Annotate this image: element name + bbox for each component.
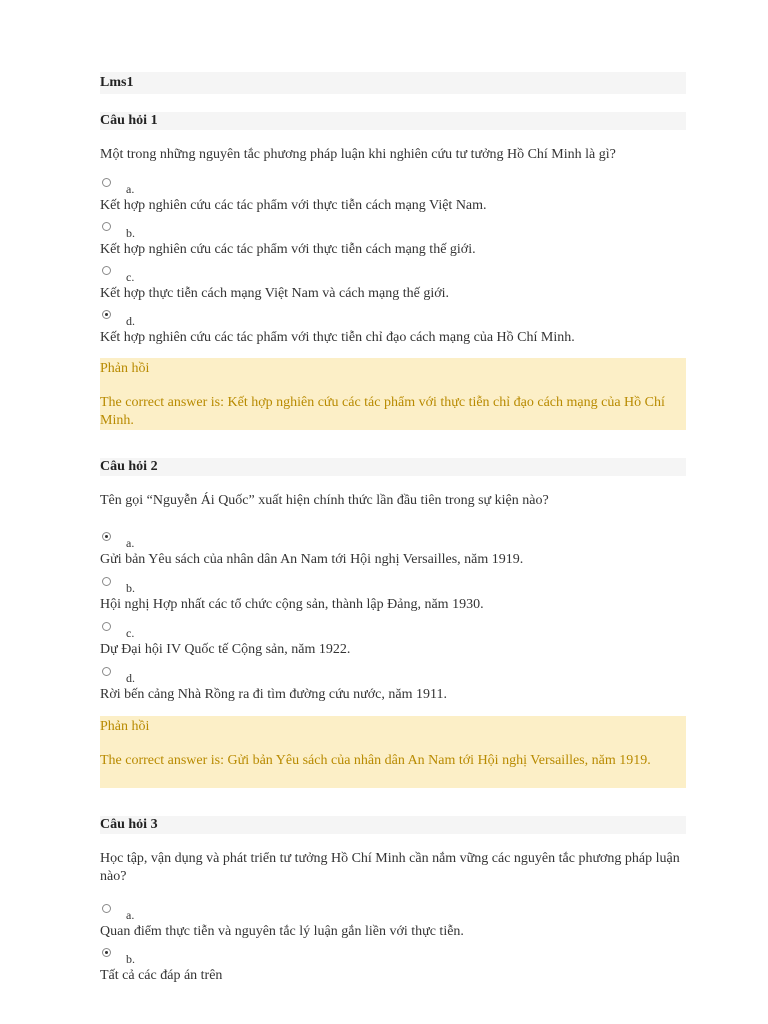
option-text: Quan điểm thực tiễn và nguyên tắc lý luận gắn liền với thực tiễn. (100, 924, 464, 939)
question-3 (100, 816, 686, 990)
option-letter: c. (126, 270, 135, 284)
option-letter: b. (126, 226, 135, 240)
radio-button-icon[interactable] (102, 266, 111, 275)
option-text: Tất cả các đáp án trên (100, 968, 223, 983)
option-letter: d. (126, 314, 135, 328)
answer-option-b[interactable] (100, 946, 686, 990)
question-header: Câu hỏi 2 (100, 458, 686, 476)
option-letter: d. (126, 671, 135, 685)
option-letter: b. (126, 952, 135, 966)
feedback-box (100, 358, 686, 430)
option-letter: b. (126, 581, 135, 595)
answer-option-a[interactable] (100, 176, 686, 220)
question-text: Học tập, vận dụng và phát triển tư tưởng Hồ Chí Minh cần nắm vững các nguyên tắc phương pháp luận nào? (100, 851, 680, 884)
answer-option-b[interactable] (100, 220, 686, 264)
document-title: Lms1 (100, 72, 686, 94)
radio-button-icon[interactable] (102, 178, 111, 187)
option-text: Kết hợp thực tiễn cách mạng Việt Nam và cách mạng thế giới. (100, 286, 450, 301)
correct-answer-text: The correct answer is: Kết hợp nghiên cứu các tác phẩm với thực tiễn chỉ đạo cách mạng của Hồ Chí Minh. (100, 395, 665, 428)
quiz-review-page (100, 72, 686, 990)
question-text: Một trong những nguyên tắc phương pháp luận khi nghiên cứu tư tưởng Hồ Chí Minh là gì? (100, 147, 616, 162)
answer-options (100, 176, 686, 352)
answer-option-c[interactable] (100, 620, 686, 665)
answer-option-d[interactable] (100, 308, 686, 352)
option-text: Dự Đại hội IV Quốc tế Cộng sản, năm 1922. (100, 642, 351, 657)
question-1 (100, 112, 686, 430)
radio-button-checked-icon[interactable] (102, 532, 111, 541)
feedback-box (100, 716, 686, 788)
option-text: Gửi bản Yêu sách của nhân dân An Nam tới Hội nghị Versailles, năm 1919. (100, 552, 524, 567)
radio-button-icon[interactable] (102, 577, 111, 586)
question-text: Tên gọi “Nguyễn Ái Quốc” xuất hiện chính thức lần đầu tiên trong sự kiện nào? (100, 493, 549, 508)
option-text: Hội nghị Hợp nhất các tổ chức cộng sản, thành lập Đảng, năm 1930. (100, 597, 484, 612)
correct-answer-text: The correct answer is: Gửi bản Yêu sách của nhân dân An Nam tới Hội nghị Versailles, năm 1919. (100, 753, 651, 768)
option-text: Kết hợp nghiên cứu các tác phẩm với thực tiễn chỉ đạo cách mạng của Hồ Chí Minh. (100, 330, 575, 345)
answer-option-a[interactable] (100, 530, 686, 575)
feedback-label: Phản hồi (100, 719, 150, 734)
answer-option-b[interactable] (100, 575, 686, 620)
answer-option-d[interactable] (100, 665, 686, 710)
question-2 (100, 458, 686, 788)
radio-button-icon[interactable] (102, 667, 111, 676)
option-text: Rời bến cảng Nhà Rồng ra đi tìm đường cứu nước, năm 1911. (100, 687, 447, 702)
question-header: Câu hỏi 1 (100, 112, 686, 130)
option-text: Kết hợp nghiên cứu các tác phẩm với thực tiễn cách mạng Việt Nam. (100, 198, 487, 213)
radio-button-checked-icon[interactable] (102, 310, 111, 319)
option-letter: c. (126, 626, 135, 640)
option-letter: a. (126, 536, 135, 550)
option-text: Kết hợp nghiên cứu các tác phẩm với thực tiễn cách mạng thế giới. (100, 242, 476, 257)
answer-options (100, 902, 686, 990)
radio-button-checked-icon[interactable] (102, 948, 111, 957)
answer-option-a[interactable] (100, 902, 686, 946)
feedback-label: Phản hồi (100, 361, 150, 376)
option-letter: a. (126, 182, 135, 196)
radio-button-icon[interactable] (102, 622, 111, 631)
radio-button-icon[interactable] (102, 904, 111, 913)
radio-button-icon[interactable] (102, 222, 111, 231)
question-header: Câu hỏi 3 (100, 816, 686, 834)
answer-options (100, 530, 686, 710)
option-letter: a. (126, 908, 135, 922)
answer-option-c[interactable] (100, 264, 686, 308)
